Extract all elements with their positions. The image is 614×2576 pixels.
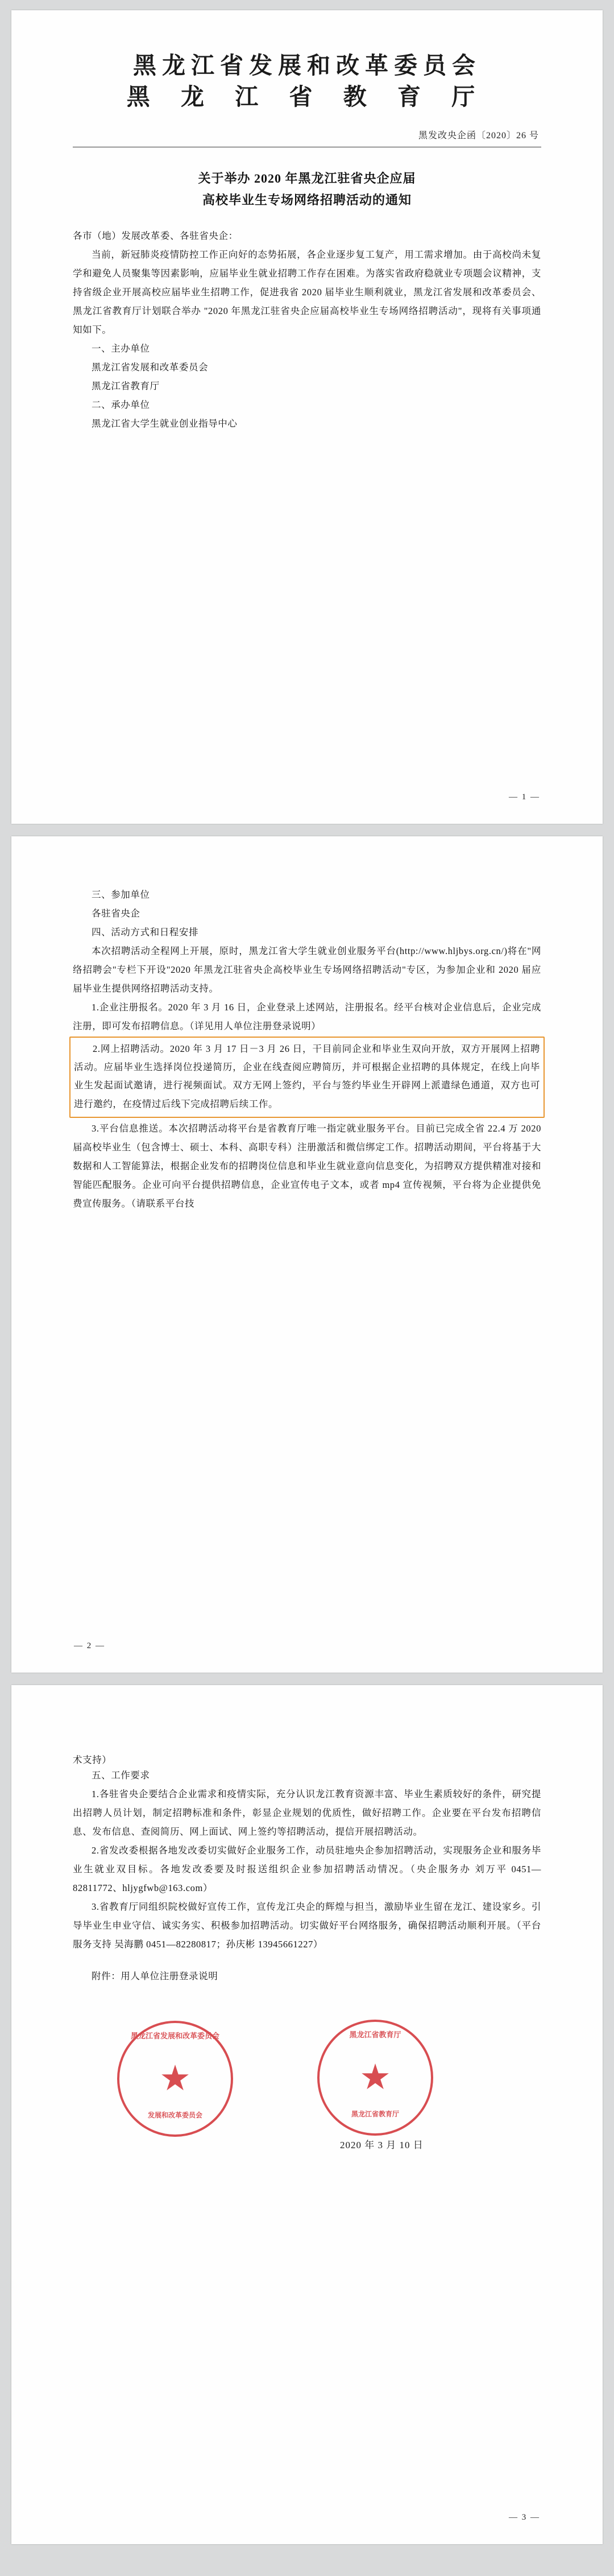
seal-left-bottom-text: 发展和改革委员会 <box>147 2111 203 2119</box>
page1-body <box>73 226 541 433</box>
document-page-1 <box>11 10 603 824</box>
letterhead-line-1: 黑龙江省发展和改革委员会 <box>133 52 481 79</box>
section-3-item-1: 各驻省央企 <box>92 908 140 919</box>
seal-star-icon-2: ★ <box>359 2058 391 2097</box>
seal-right-bottom-text: 黑龙江省教育厅 <box>351 2110 400 2118</box>
seal-development-reform-commission <box>117 2021 233 2137</box>
highlighted-paragraph <box>69 1037 545 1118</box>
attachment-line: 附件：用人单位注册登录说明 <box>92 1971 218 1981</box>
signature-date: 2020 年 3 月 10 日 <box>340 2140 424 2150</box>
page3-body <box>73 1766 541 1954</box>
document-page-2 <box>11 836 603 1673</box>
page2-item-1: 1.企业注册报名。2020 年 3 月 16 日，企业登录上述网站，注册报名。经平台核对企业信息后，企业完成注册，即可发布招聘信息。（详见用人单位注册登录说明） <box>73 1002 541 1031</box>
page1-paragraph-1: 当前，新冠肺炎疫情防控工作正向好的态势拓展，各企业逐步复工复产，用工需求增加。由于高校尚未复学和避免人员聚集等因素影响，应届毕业生就业招聘工作存在困难。为落实省政府稳就业专项题会议精神，支持省级企业开展高校应届毕业生招聘工作，促进我省 2020 届毕业生顺利就业，黑龙江省发展和改革委员会、黑龙江省教育厅计划联合举办 "2020 年黑龙江驻省央企应届高校毕业生专场网络招聘活动"，现将有关事项通知如下。 <box>73 249 541 335</box>
seal-right-ring-text: 黑龙江省教育厅 <box>349 2030 401 2039</box>
page-number-3: — 3 — <box>509 2513 540 2522</box>
section-5-title: 五、工作要求 <box>92 1770 150 1781</box>
section-1-item-2: 黑龙江省教育厅 <box>92 380 160 391</box>
page2-item-3: 3.平台信息推送。本次招聘活动将平台是省教育厅唯一指定就业服务平台。目前已完成全省 22.4 万 2020 届高校毕业生（包含博士、硕士、本科、高职专科）注册激活和微信绑定工作。招聘活动期间，平台将基于大数据和人工智能算法，根据企业发布的招聘岗位信息和毕业生就业意向信息变化，为招聘双方提供精准对接和智能匹配服务。企业可向平台提供招聘信息，企业宣传电子文本，或者 mp4 宣传视频，平台将为企业提供免费宣传服务。（请联系平台技 <box>73 1122 541 1209</box>
document-page-3 <box>11 1685 603 2544</box>
document-number: 黑发改央企函〔2020〕26 号 <box>418 130 539 141</box>
section-3-title: 三、参加单位 <box>92 889 150 900</box>
salutation: 各市（地）发展改革委、各驻省央企： <box>73 230 238 241</box>
page-title-line-2: 高校毕业生专场网络招聘活动的通知 <box>202 193 412 208</box>
letterhead-line-2: 黑 龙 江 省 教 育 厅 <box>126 84 488 110</box>
page-title-line-1: 关于举办 2020 年黑龙江驻省央企应届 <box>198 171 416 185</box>
page2-item-2-highlighted: 2.网上招聘活动。2020 年 3 月 17 日－3 月 26 日，干目前同企业和毕业生双向开放，双方开展网上招聘活动。应届毕业生选择岗位投递简历，企业在线查阅应聘简历，并可根据企业招聘的具体规定，在线上向毕业生发起面试邀请，进行视频面试。双方无网上签约，平台与签约毕业生开辟网上派遣绿色通道，双方也可进行邀约，在疫情过后线下完成招聘后续工作。 <box>74 1043 540 1109</box>
document-viewer <box>0 10 614 2576</box>
page3-support-line: 术支持） <box>73 1755 112 1765</box>
section-2-item-1: 黑龙江省大学生就业创业指导中心 <box>92 418 238 429</box>
seal-area <box>73 2016 541 2158</box>
letterhead <box>73 33 541 113</box>
page2-body <box>73 885 541 1213</box>
page3-item-3: 3.省教育厅同组织院校做好宣传工作，宣传龙江央企的辉煌与担当，激励毕业生留在龙江、建设家乡。引导毕业生申业守信、诚实务实、积极参加招聘活动。切实做好平台网络服务，确保招聘活动顺利开展。（平台服务支持 吴海鹏 0451—82280817；孙庆彬 13945661227） <box>73 1901 541 1950</box>
page-number-2: — 2 — <box>74 1641 105 1650</box>
page2-paragraph-1: 本次招聘活动全程网上开展，原时，黑龙江省大学生就业创业服务平台(http://www.hljbys.org.cn/)将在"网络招聘会"专栏下开设"2020 年黑龙江驻省央企高校毕业生专场网络招聘活动"专区，为参加企业和 2020 届应届毕业生提供网络招聘活动支持。 <box>73 946 541 994</box>
page-title <box>73 168 541 212</box>
seal-star-icon: ★ <box>159 2059 191 2098</box>
section-2-title: 二、承办单位 <box>92 399 150 410</box>
page-number-1: — 1 — <box>509 792 540 802</box>
seal-left-ring-text: 黑龙江省发展和改革委员会 <box>130 2032 220 2040</box>
seal-education-department <box>317 2020 433 2136</box>
page3-item-1: 1.各驻省央企要结合企业需求和疫情实际，充分认识龙江教育资源丰富、毕业生素质较好的条件，研究提出招聘人员计划，制定招聘标准和条件，彰显企业规划的优质性，做好招聘工作。企业要在平台发布招聘信息、发布信息、查阅简历、网上面试、网上签约等招聘活动，提信开展招聘活动。 <box>73 1789 541 1837</box>
section-1-item-1: 黑龙江省发展和改革委员会 <box>92 361 209 373</box>
section-4-title: 四、活动方式和日程安排 <box>92 927 199 938</box>
page3-item-2: 2.省发改委根据各地发改委切实做好企业服务工作，动员驻地央企参加招聘活动，实现服务企业和服务毕业生就业双目标。各地发改委要及时报送组织企业参加招聘活动情况。（央企服务办 刘万平 0451—82811772、hljygfwb@163.com） <box>73 1845 541 1893</box>
section-1-title: 一、主办单位 <box>92 342 150 354</box>
